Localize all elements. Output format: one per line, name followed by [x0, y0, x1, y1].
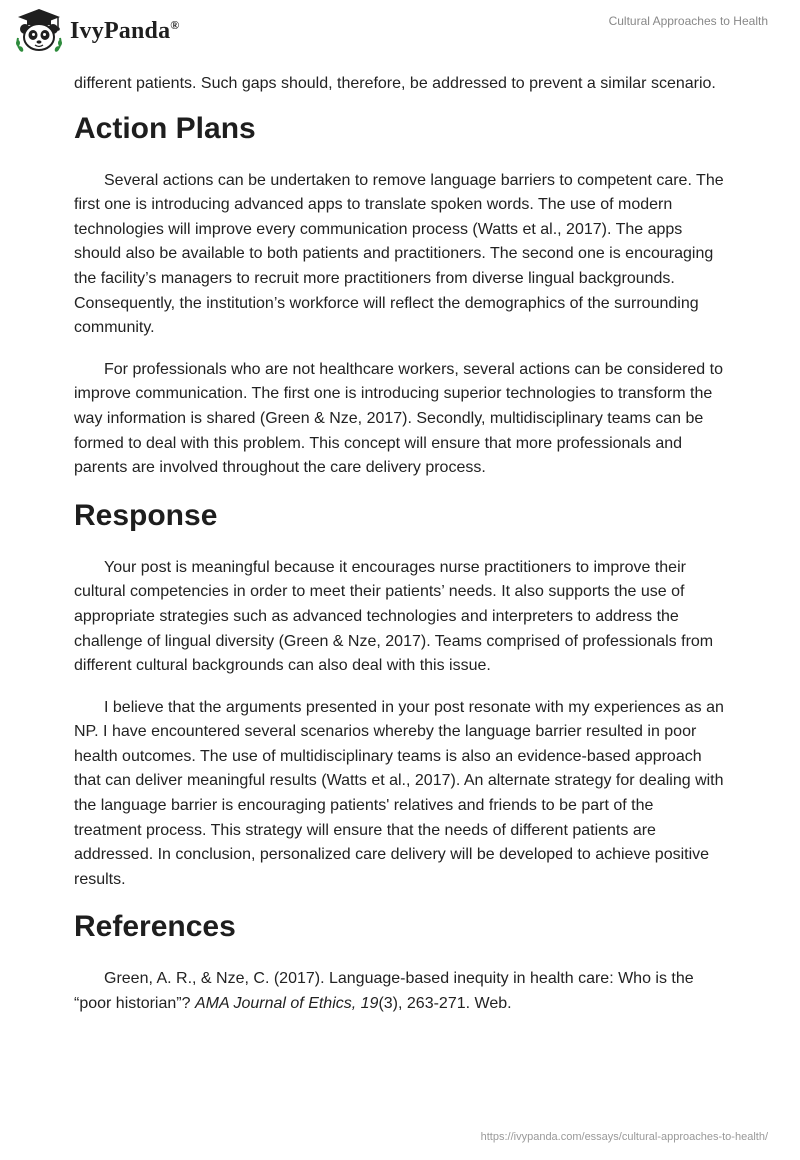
journal-title: AMA Journal of Ethics, 19	[194, 995, 379, 1013]
paragraph: Your post is meaningful because it encourages nurse practitioners to improve their cultural competencies in order to meet their patients’ needs. It also supports the use of appropriate strategies such as advanced technologies and interpreters to address the challenge of lingual diversity (Green & Nze, 2017). Teams comprised of professionals from different cultural backgrounds can also deal with this issue.	[74, 558, 714, 675]
heading-references: References	[74, 910, 236, 944]
brand-name: IvyPanda®	[70, 17, 180, 44]
essay-content	[74, 72, 724, 1034]
paragraph: Several actions can be undertaken to remove language barriers to competent care. The first one is introducing advanced apps to translate spoken words. The use of modern technologies will improve every communication process (Watts et al., 2017). The apps should also be available to both patients and practitioners. The second one is encouraging the facility’s managers to recruit more practitioners from diverse lingual backgrounds. Consequently, the institution’s workforce will reflect the demographics of the surrounding community.	[74, 171, 724, 337]
document-title: Cultural Approaches to Health	[608, 14, 768, 28]
page-header	[0, 0, 800, 64]
source-url[interactable]: https://ivypanda.com/essays/cultural-approaches-to-health/	[480, 1131, 768, 1143]
registered-mark: ®	[170, 17, 180, 32]
paragraph: For professionals who are not healthcare workers, several actions can be considered to improve communication. The first one is introducing superior technologies to transform the way information is shared (Green & Nze, 2017). Secondly, multidisciplinary teams can be formed to deal with this problem. This concept will ensure that more professionals and parents are involved throughout the care delivery process.	[74, 360, 723, 477]
heading-response: Response	[74, 498, 218, 532]
paragraph: I believe that the arguments presented in your post resonate with my experiences as an NP. I have encountered several scenarios whereby the language barrier resulted in poor health outcomes. The use of multidisciplinary teams is also an evidence-based approach that can deliver meaningful results (Watts et al., 2017). An alternate strategy for dealing with the language barrier is encouraging patients' relatives and friends to be part of the treatment process. This strategy will ensure that the needs of different patients are addressed. In conclusion, personalized care delivery will be developed to achieve positive results.	[74, 698, 724, 888]
intro-paragraph: different patients. Such gaps should, therefore, be addressed to prevent a similar scenario.	[74, 75, 716, 92]
panda-graduate-icon	[14, 8, 64, 54]
reference-entry: Green, A. R., & Nze, C. (2017). Language-based inequity in health care: Who is the “poor historian”? AMA Journal of Ethics, 19(3), 263-271. Web.	[74, 970, 694, 1013]
ivypanda-logo[interactable]	[14, 8, 179, 54]
heading-action-plans: Action Plans	[74, 111, 256, 145]
